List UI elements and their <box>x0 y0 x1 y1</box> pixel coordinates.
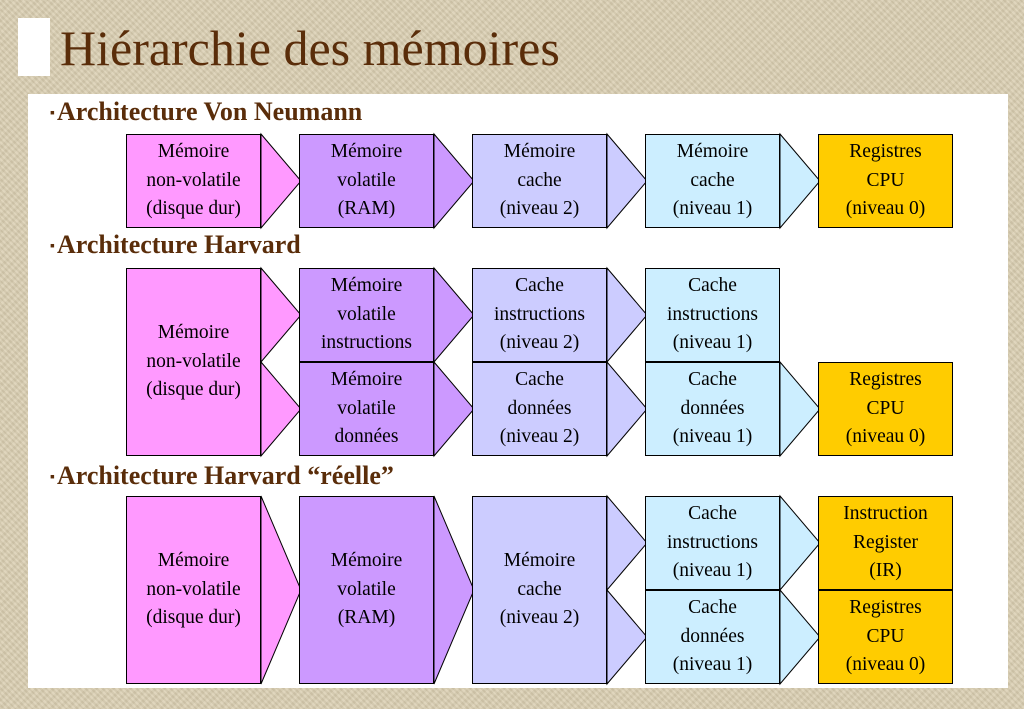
box-label: Mémoire non-volatile (disque dur) <box>146 550 241 629</box>
box-label: Registres CPU (niveau 0) <box>845 597 926 676</box>
page-title: Hiérarchie des mémoires <box>60 20 560 76</box>
box-label: Mémoire volatile instructions <box>321 275 412 354</box>
arrow-vn-4 <box>780 134 820 228</box>
arrow-h-c2-data <box>607 362 647 456</box>
box-vn-cache1 <box>645 134 780 228</box>
box-hr-cache2 <box>472 496 607 684</box>
box-label: Mémoire non-volatile (disque dur) <box>146 141 241 220</box>
box-hr-cache1-instructions <box>645 496 780 590</box>
box-h-cache1-instructions <box>645 268 780 362</box>
box-label: Mémoire volatile données <box>330 369 403 448</box>
box-vn-cpu <box>818 134 953 228</box>
arrow-h-c2-instr <box>607 268 647 362</box>
box-label: Cache instructions (niveau 2) <box>494 275 585 354</box>
arrow-vn-1 <box>261 134 301 228</box>
box-h-cache1-data <box>645 362 780 456</box>
box-label: Mémoire cache (niveau 2) <box>499 141 580 220</box>
bullet-icon: ▪ <box>50 470 55 486</box>
arrow-hr-c2-instr <box>607 496 647 590</box>
box-h-volatile-data <box>299 362 434 456</box>
box-hr-cpu <box>818 590 953 684</box>
box-label: Mémoire volatile (RAM) <box>330 550 403 629</box>
section-label: Architecture Von Neumann <box>56 97 363 126</box>
box-label: Cache données (niveau 1) <box>672 597 753 676</box>
arrow-hr-c1-instr <box>780 496 820 590</box>
box-label: Mémoire volatile (RAM) <box>330 141 403 220</box>
box-vn-cache2 <box>472 134 607 228</box>
box-hr-instruction-register <box>818 496 953 590</box>
arrow-hr-c2-data <box>607 590 647 684</box>
box-label: Instruction Register (IR) <box>843 503 928 582</box>
arrow-h-nv-data <box>261 362 301 456</box>
section-label: Architecture Harvard “réelle” <box>56 461 394 490</box>
arrow-hr-c1-data <box>780 590 820 684</box>
box-hr-cache1-data <box>645 590 780 684</box>
arrow-h-c1-data <box>780 362 820 456</box>
box-label: Mémoire non-volatile (disque dur) <box>146 322 241 401</box>
arrow-hr-nv <box>261 496 301 684</box>
box-h-cpu <box>818 362 953 456</box>
arrow-h-nv-instr <box>261 268 301 362</box>
box-vn-nonvolatile <box>126 134 261 228</box>
box-hr-ram <box>299 496 434 684</box>
bullet-icon: ▪ <box>50 239 55 255</box>
bullet-icon: ▪ <box>50 106 55 122</box>
box-h-cache2-instructions <box>472 268 607 362</box>
arrow-h-vol-data <box>434 362 474 456</box>
box-label: Cache instructions (niveau 1) <box>667 275 758 354</box>
box-hr-nonvolatile <box>126 496 261 684</box>
box-label: Cache instructions (niveau 1) <box>667 503 758 582</box>
box-label: Registres CPU (niveau 0) <box>845 369 926 448</box>
box-label: Cache données (niveau 1) <box>672 369 753 448</box>
box-h-nonvolatile <box>126 268 261 456</box>
section-label: Architecture Harvard <box>56 230 301 259</box>
arrow-hr-ram <box>434 496 474 684</box>
arrow-vn-3 <box>607 134 647 228</box>
arrow-vn-2 <box>434 134 474 228</box>
arrow-h-vol-instr <box>434 268 474 362</box>
box-label: Cache données (niveau 2) <box>499 369 580 448</box>
box-h-cache2-data <box>472 362 607 456</box>
box-label: Mémoire cache (niveau 1) <box>672 141 753 220</box>
box-h-volatile-instructions <box>299 268 434 362</box>
box-vn-ram <box>299 134 434 228</box>
box-label: Mémoire cache (niveau 2) <box>499 550 580 629</box>
box-label: Registres CPU (niveau 0) <box>845 141 926 220</box>
